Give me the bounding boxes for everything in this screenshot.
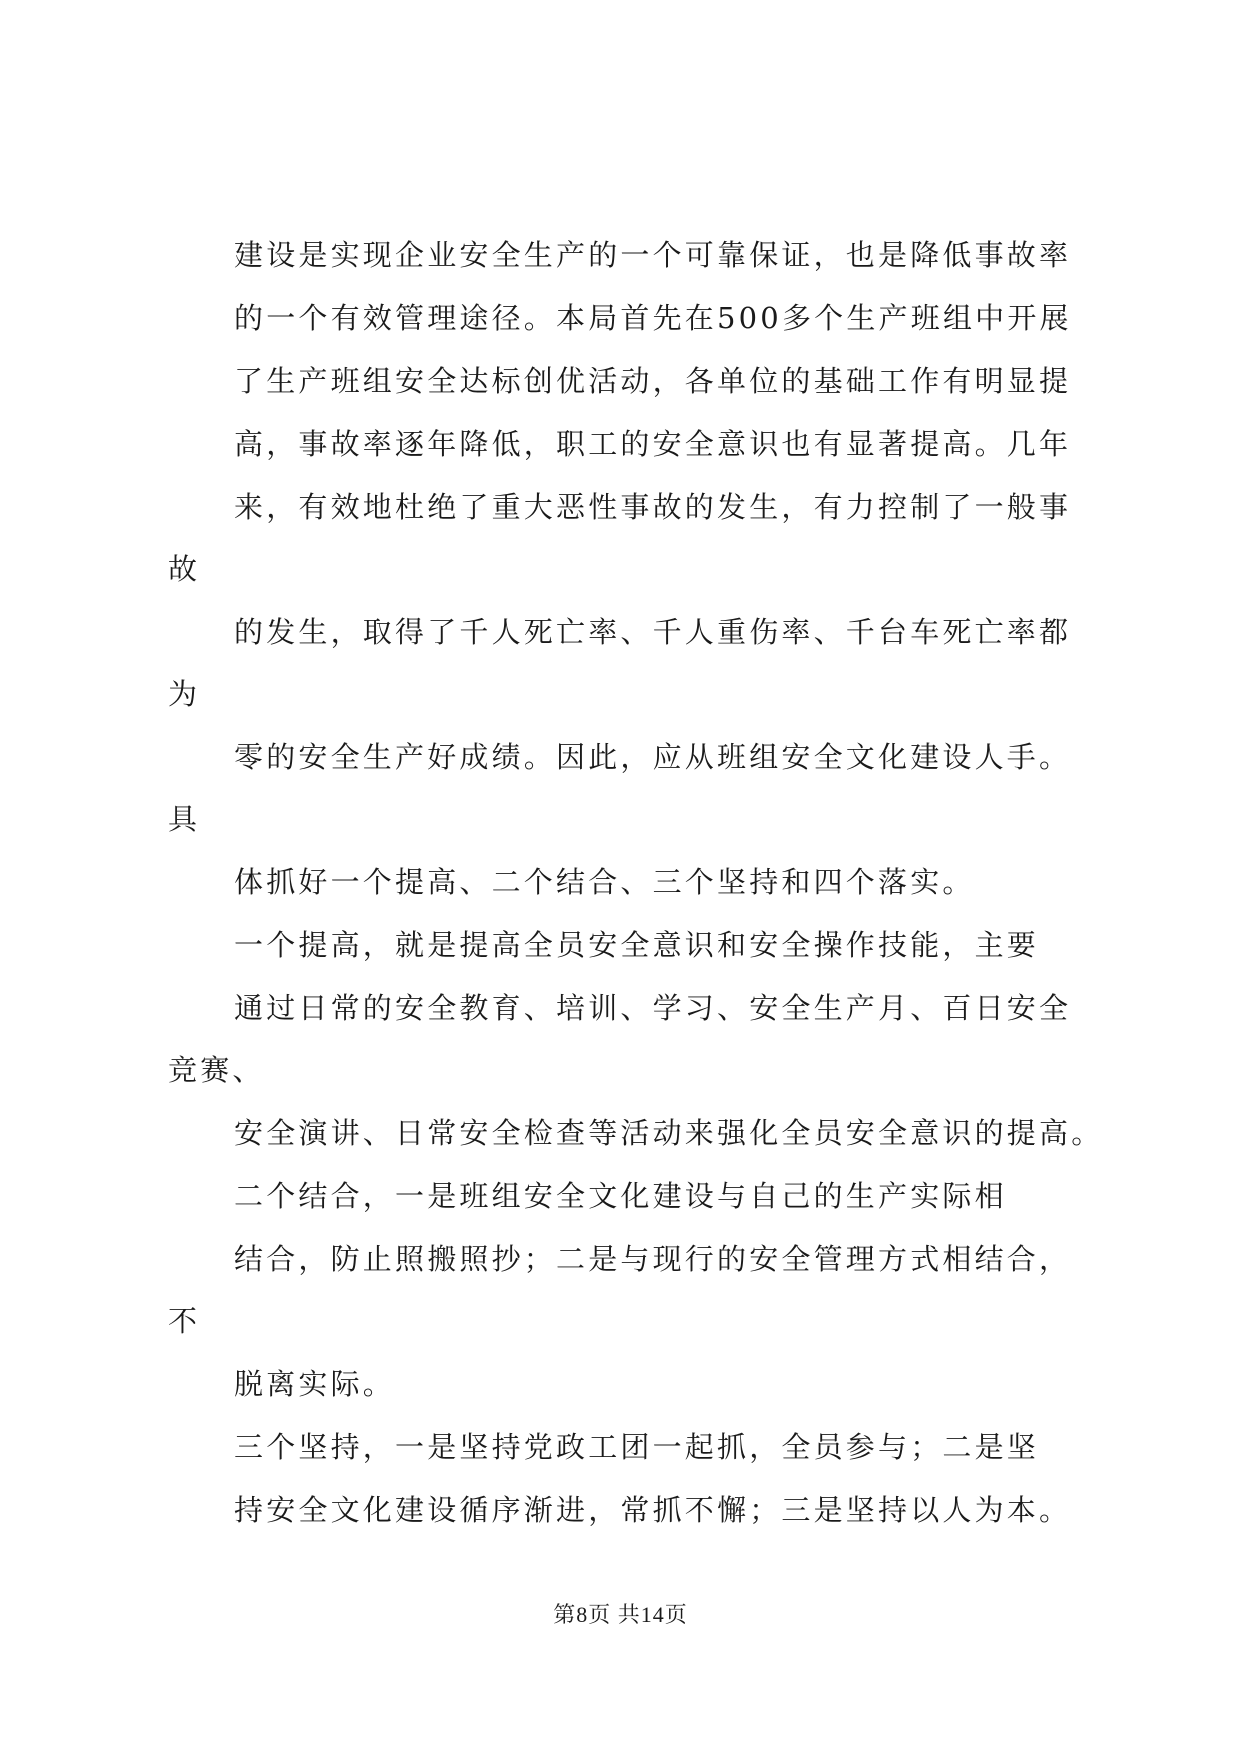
text-line: 二个结合，一是班组安全文化建设与自己的生产实际相 — [234, 1179, 1007, 1213]
text-line: 三个坚持，一是坚持党政工团一起抓，全员参与；二是坚 — [234, 1430, 1040, 1464]
text-line: 通过日常的安全教育、培训、学习、安全生产月、百日安全 — [234, 991, 1072, 1025]
page-number: 第8页 共14页 — [553, 1602, 688, 1627]
text-line: 故 — [168, 552, 201, 586]
text-line: 了生产班组安全达标创优活动，各单位的基础工作有明显提 — [234, 364, 1072, 398]
text-line: 脱离实际。 — [234, 1367, 396, 1401]
text-line: 持安全文化建设循序渐进，常抓不懈；三是坚持以人为本。 — [234, 1493, 1072, 1527]
text-line: 一个提高，就是提高全员安全意识和安全操作技能，主要 — [234, 928, 1040, 962]
text-line: 为 — [168, 677, 201, 711]
text-line: 不 — [168, 1304, 201, 1338]
text-line: 安全演讲、日常安全检查等活动来强化全员安全意识的提高。 — [234, 1116, 1104, 1150]
text-line: 高，事故率逐年降低，职工的安全意识也有显著提高。几年 — [234, 427, 1072, 461]
text-line: 结合，防止照搬照抄；二是与现行的安全管理方式相结合， — [234, 1242, 1072, 1276]
text-line: 的一个有效管理途径。本局首先在500多个生产班组中开展 — [234, 301, 1072, 335]
text-line: 具 — [168, 802, 201, 836]
text-line: 的发生，取得了千人死亡率、千人重伤率、千台车死亡率都 — [234, 615, 1072, 649]
text-line: 体抓好一个提高、二个结合、三个坚持和四个落实。 — [234, 865, 975, 899]
text-line: 建设是实现企业安全生产的一个可靠保证，也是降低事故率 — [234, 238, 1072, 272]
text-line: 竞赛、 — [168, 1053, 265, 1087]
text-line: 零的安全生产好成绩。因此，应从班组安全文化建设人手。 — [234, 740, 1072, 774]
text-line: 来，有效地杜绝了重大恶性事故的发生，有力控制了一般事 — [234, 490, 1072, 524]
